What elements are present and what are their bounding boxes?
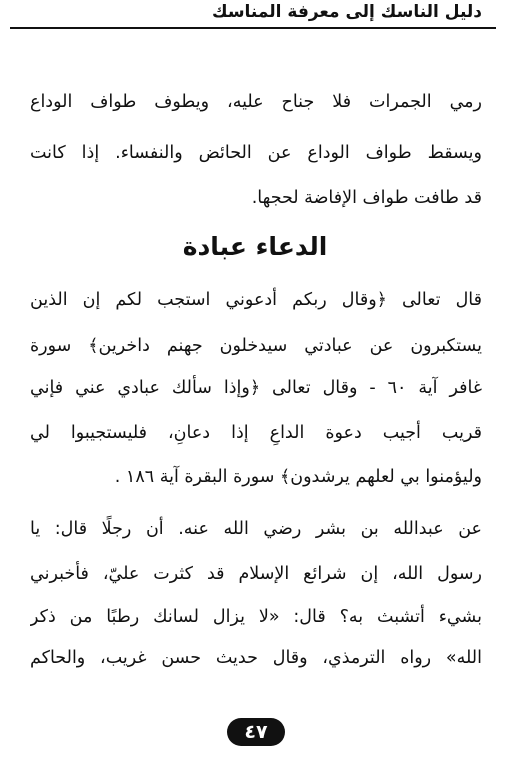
paragraph-line: الله» رواه الترمذي، وقال حديث حسن غريب، والحاكم <box>30 648 482 668</box>
paragraph-line: بشيء أتشبث به؟ قال: «لا يزال لسانك رطبًا من ذكر <box>30 607 482 627</box>
paragraph-line: قريب أجيب دعوة الداعِ إذا دعانِ، فليستجيبوا لي <box>30 423 482 443</box>
paragraph-line: يستكبرون عن عبادتي سيدخلون جهنم داخرين﴾ سورة <box>30 336 482 356</box>
paragraph-line: رمي الجمرات فلا جناح عليه، ويطوف طواف الوداع <box>30 92 482 112</box>
paragraph-line: غافر آية ٦٠ - وقال تعالى ﴿وإذا سألك عبادي عني فإني <box>30 378 482 398</box>
paragraph-line: رسول الله، إن شرائع الإسلام قد كثرت عليّ، فأخبرني <box>30 564 482 584</box>
paragraph-line: قد طافت طواف الإفاضة لحجها. <box>251 188 482 208</box>
paragraph-line: قال تعالى ﴿وقال ربكم أدعوني استجب لكم إن الذين <box>30 290 482 310</box>
section-heading: الدعاء عبادة <box>182 232 328 261</box>
page-number-badge: ٤٧ <box>227 718 285 746</box>
paragraph-line: عن عبدالله بن بشر رضي الله عنه. أن رجلًا قال: يا <box>30 519 482 539</box>
paragraph-line: ويسقط طواف الوداع عن الحائض والنفساء. إذا كانت <box>30 143 482 163</box>
running-header-title: دليل الناسك إلى معرفة المناسك <box>212 2 482 22</box>
paragraph-line: وليؤمنوا بي لعلهم يرشدون﴾ سورة البقرة آية ١٨٦ . <box>114 467 482 487</box>
header-divider <box>10 27 496 29</box>
